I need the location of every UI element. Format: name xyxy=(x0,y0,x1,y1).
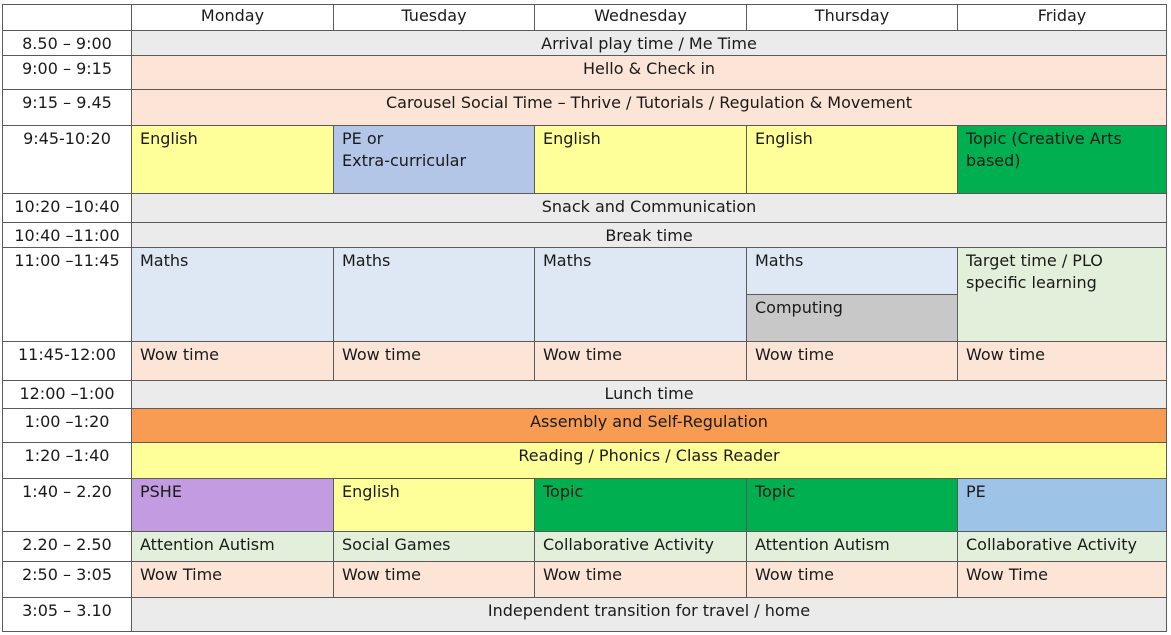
day-header-tuesday: Tuesday xyxy=(334,5,535,31)
cell-thursday: Wow time xyxy=(747,561,958,597)
time-cell: 2.20 – 2.50 xyxy=(3,531,132,561)
activity-arrival: Arrival play time / Me Time xyxy=(132,31,1167,56)
time-cell: 9:45-10:20 xyxy=(3,126,132,194)
cell-monday: Wow time xyxy=(132,342,334,380)
time-cell: 11:00 –11:45 xyxy=(3,248,132,342)
cell-wednesday: Wow time xyxy=(535,561,747,597)
cell-tuesday: PE or Extra-curricular xyxy=(334,126,535,194)
cell-friday: Collaborative Activity xyxy=(958,531,1167,561)
row-activities xyxy=(3,531,1167,561)
row-arrival xyxy=(3,31,1167,56)
row-lunch xyxy=(3,380,1167,408)
cell-wednesday: Topic xyxy=(535,478,747,531)
cell-thursday: Topic xyxy=(747,478,958,531)
row-assembly xyxy=(3,408,1167,442)
cell-tuesday: Wow time xyxy=(334,342,535,380)
activity-snack: Snack and Communication xyxy=(132,194,1167,223)
activity-transition: Independent transition for travel / home xyxy=(132,597,1167,631)
cell-wednesday: Wow time xyxy=(535,342,747,380)
time-cell: 2:50 – 3:05 xyxy=(3,561,132,597)
activity-reading: Reading / Phonics / Class Reader xyxy=(132,442,1167,478)
cell-thursday: Wow time xyxy=(747,342,958,380)
row-snack xyxy=(3,194,1167,223)
row-break xyxy=(3,223,1167,248)
activity-break: Break time xyxy=(132,223,1167,248)
time-cell: 11:45-12:00 xyxy=(3,342,132,380)
day-header-friday: Friday xyxy=(958,5,1167,31)
cell-wednesday: Maths xyxy=(535,248,747,342)
cell-friday: Wow Time xyxy=(958,561,1167,597)
time-cell: 10:20 –10:40 xyxy=(3,194,132,223)
activity-carousel: Carousel Social Time – Thrive / Tutorials / Regulation & Movement xyxy=(132,90,1167,126)
activity-assembly: Assembly and Self-Regulation xyxy=(132,408,1167,442)
row-wow xyxy=(3,342,1167,380)
time-cell: 9:15 – 9.45 xyxy=(3,90,132,126)
row-carousel xyxy=(3,90,1167,126)
cell-monday: PSHE xyxy=(132,478,334,531)
time-cell: 1:40 – 2.20 xyxy=(3,478,132,531)
cell-wednesday: Collaborative Activity xyxy=(535,531,747,561)
cell-monday: Maths xyxy=(132,248,334,342)
cell-tuesday: Maths xyxy=(334,248,535,342)
time-cell: 10:40 –11:00 xyxy=(3,223,132,248)
time-cell: 8.50 – 9:00 xyxy=(3,31,132,56)
row-maths xyxy=(3,248,1167,342)
row-wow-afternoon xyxy=(3,561,1167,597)
cell-thursday-computing: Computing xyxy=(747,294,957,341)
time-cell: 1:20 –1:40 xyxy=(3,442,132,478)
time-cell: 12:00 –1:00 xyxy=(3,380,132,408)
time-cell: 3:05 – 3.10 xyxy=(3,597,132,631)
cell-thursday-maths: Maths xyxy=(747,248,957,294)
cell-thursday: Attention Autism xyxy=(747,531,958,561)
day-header-monday: Monday xyxy=(132,5,334,31)
cell-friday: Target time / PLO specific learning xyxy=(958,248,1167,342)
day-header-thursday: Thursday xyxy=(747,5,958,31)
corner-cell xyxy=(3,5,132,31)
cell-monday: English xyxy=(132,126,334,194)
row-afternoon xyxy=(3,478,1167,531)
cell-tuesday: Wow time xyxy=(334,561,535,597)
cell-monday: Wow Time xyxy=(132,561,334,597)
cell-monday: Attention Autism xyxy=(132,531,334,561)
row-english xyxy=(3,126,1167,194)
time-cell: 9:00 – 9:15 xyxy=(3,56,132,90)
row-transition xyxy=(3,597,1167,631)
header-row xyxy=(3,5,1167,31)
cell-friday: Wow time xyxy=(958,342,1167,380)
cell-tuesday: English xyxy=(334,478,535,531)
cell-wednesday: English xyxy=(535,126,747,194)
activity-hello: Hello & Check in xyxy=(132,56,1167,90)
time-cell: 1:00 –1:20 xyxy=(3,408,132,442)
cell-friday: Topic (Creative Arts based) xyxy=(958,126,1167,194)
row-hello xyxy=(3,56,1167,90)
cell-friday: PE xyxy=(958,478,1167,531)
timetable xyxy=(2,4,1167,632)
activity-lunch: Lunch time xyxy=(132,380,1167,408)
cell-thursday xyxy=(747,248,958,342)
cell-tuesday: Social Games xyxy=(334,531,535,561)
day-header-wednesday: Wednesday xyxy=(535,5,747,31)
row-reading xyxy=(3,442,1167,478)
cell-thursday: English xyxy=(747,126,958,194)
